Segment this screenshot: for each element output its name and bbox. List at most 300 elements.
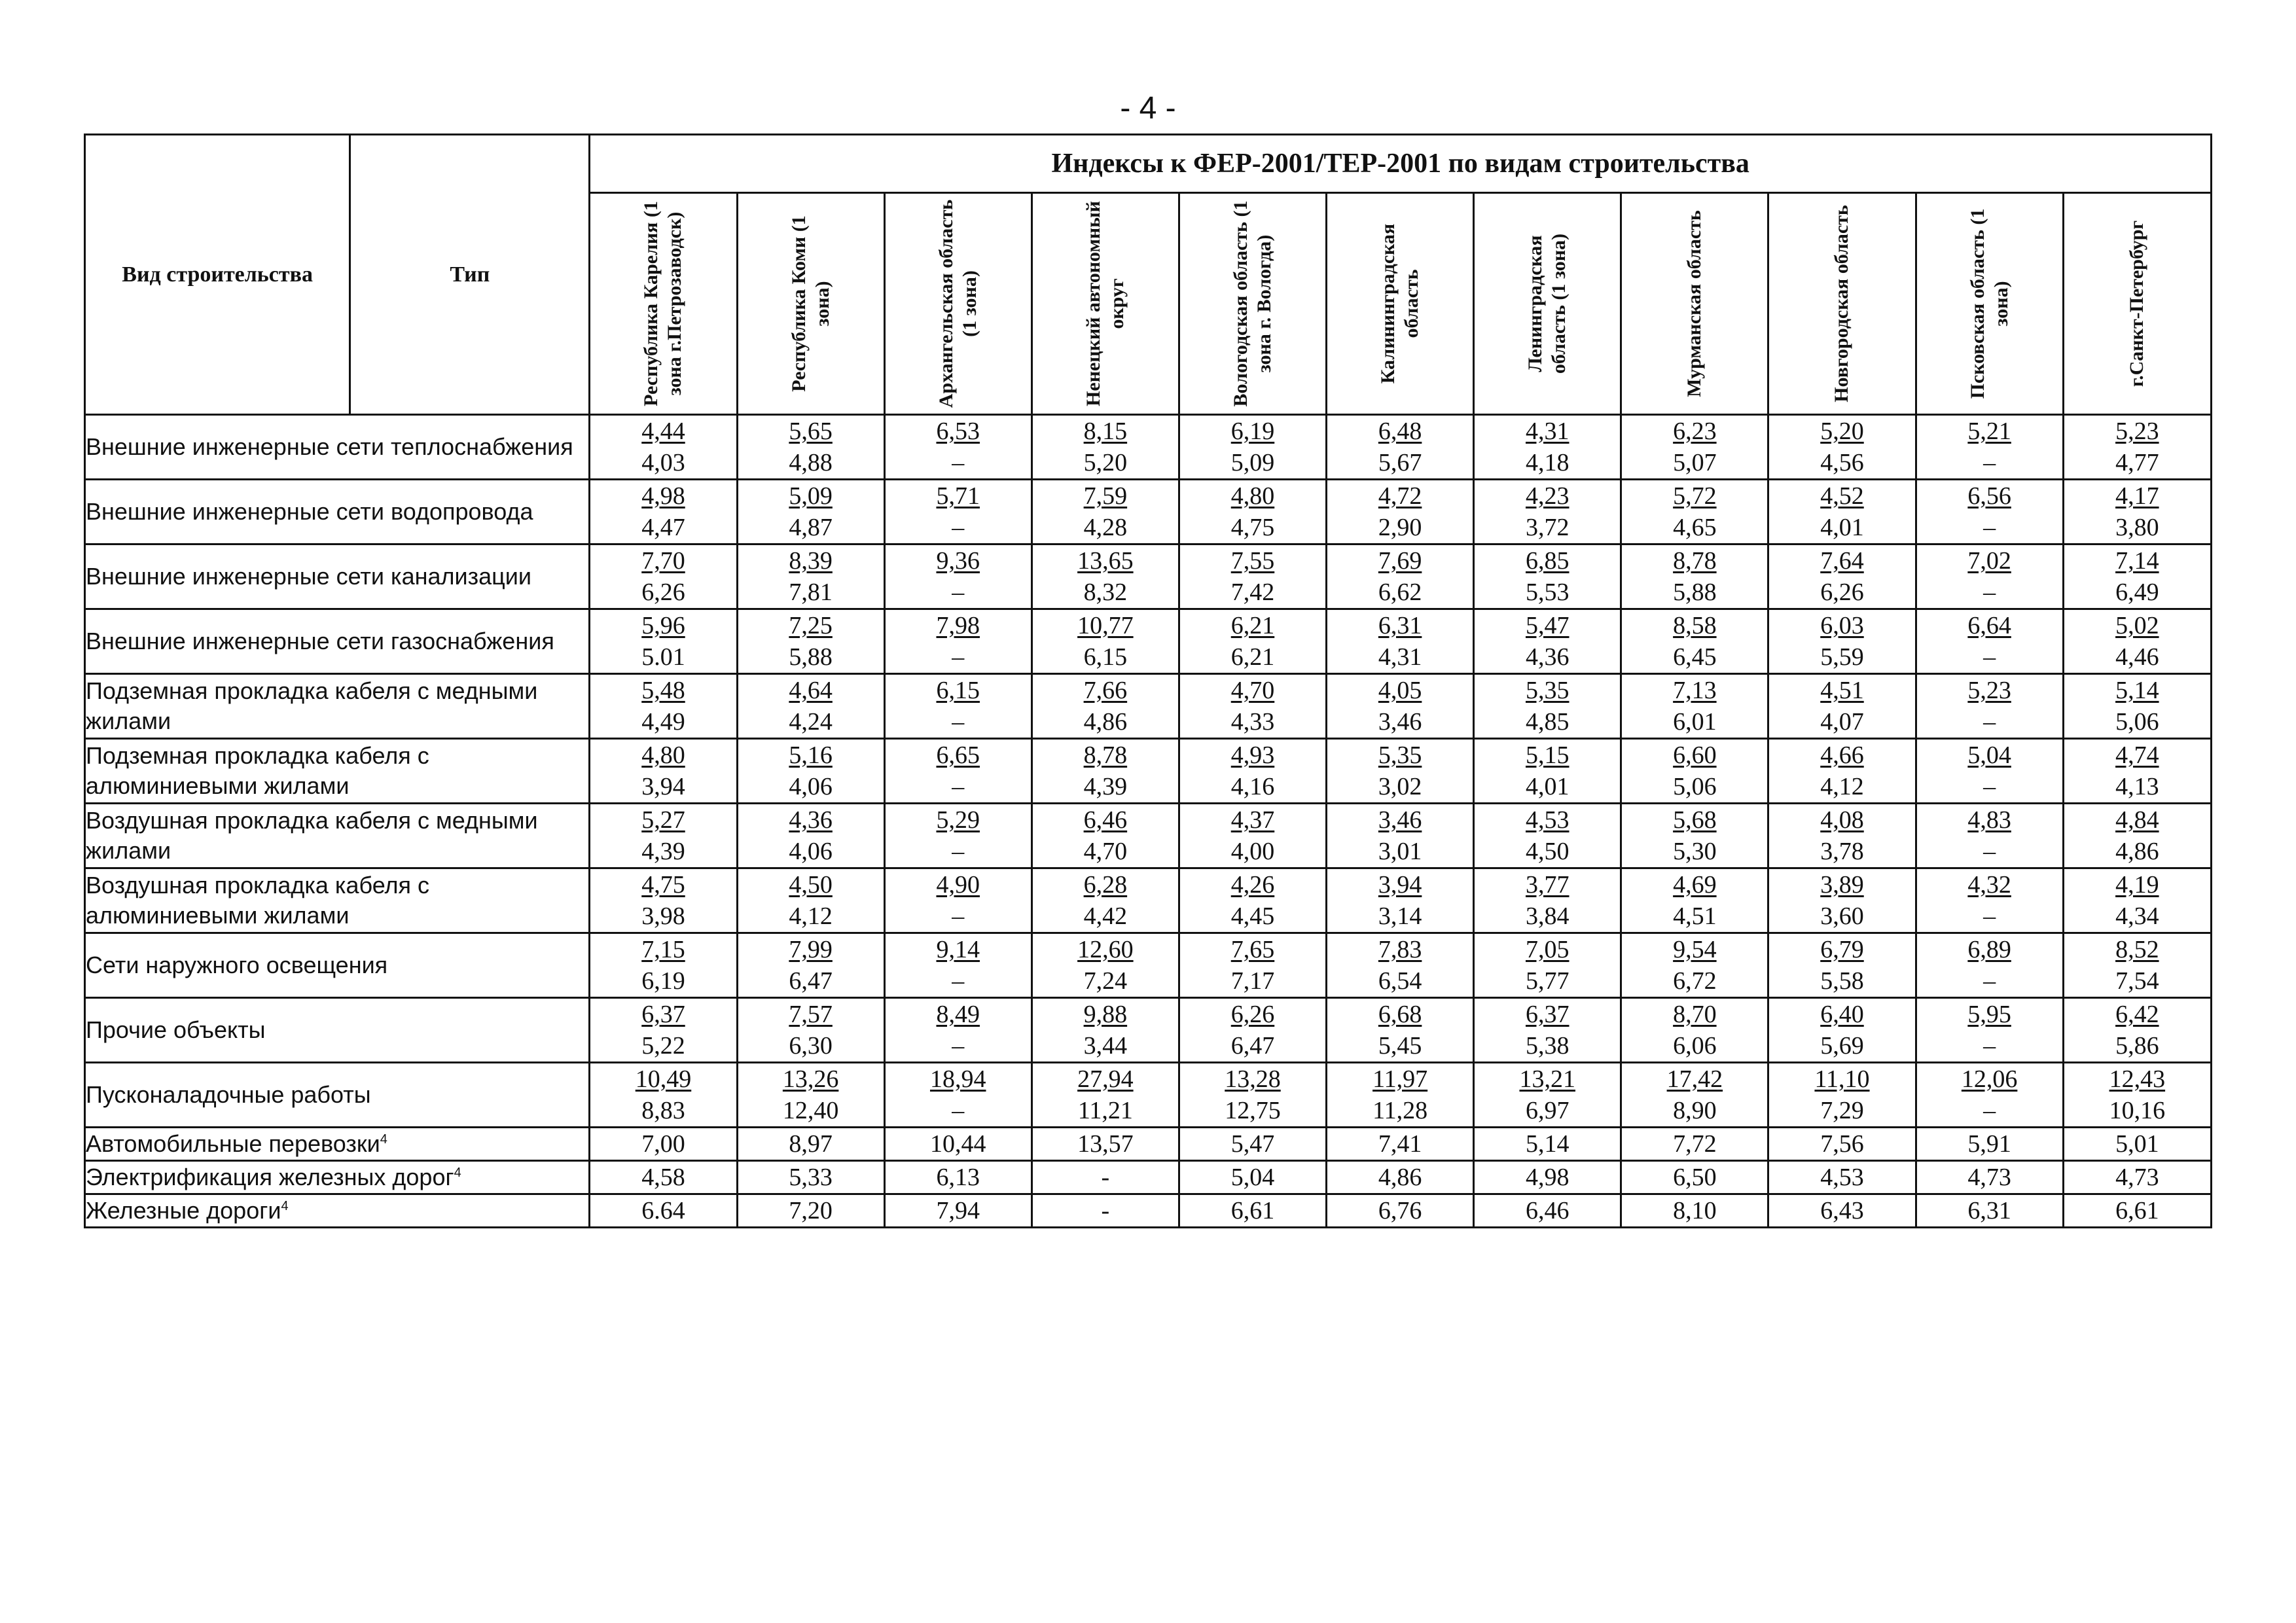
index-value-previous: 4,75 bbox=[1230, 514, 1275, 541]
index-cell bbox=[2063, 739, 2211, 804]
index-cell bbox=[590, 933, 737, 998]
index-value-current: 5,23 bbox=[1967, 677, 2011, 704]
index-value-current: 5,15 bbox=[1525, 741, 1570, 769]
index-cell bbox=[590, 1063, 737, 1128]
index-cell bbox=[884, 868, 1031, 933]
index-cell bbox=[884, 609, 1031, 674]
index-value-previous: 4,86 bbox=[1083, 708, 1128, 736]
index-value-previous: 3,46 bbox=[1378, 708, 1422, 736]
index-cell bbox=[737, 868, 884, 933]
index-cell bbox=[1768, 415, 1916, 480]
index-value-previous: 5,77 bbox=[1525, 967, 1570, 995]
index-value-current: 5,27 bbox=[641, 806, 685, 834]
table-row bbox=[85, 868, 2212, 933]
index-cell bbox=[2063, 1063, 2211, 1128]
index-value-previous: 6,21 bbox=[1230, 643, 1275, 671]
index-cell bbox=[1916, 739, 2063, 804]
index-value-previous: 3,44 bbox=[1083, 1032, 1128, 1060]
table-body bbox=[85, 415, 2212, 1228]
index-value-current: 4,84 bbox=[2115, 806, 2159, 834]
index-cell bbox=[1179, 674, 1326, 739]
index-value-previous: – bbox=[1983, 643, 1996, 671]
region-header: Архангельская область (1 зона) bbox=[884, 193, 1031, 415]
index-value-current: 6,79 bbox=[1820, 936, 1864, 963]
index-value-previous: 3,60 bbox=[1820, 902, 1864, 930]
footnote-mark: 4 bbox=[454, 1166, 461, 1180]
index-value-previous: 6,19 bbox=[641, 967, 685, 995]
index-value-previous: 4,70 bbox=[1083, 838, 1128, 865]
index-value-previous: 4,28 bbox=[1083, 514, 1128, 541]
index-cell bbox=[1768, 480, 1916, 544]
index-cell: 7,94 bbox=[884, 1194, 1031, 1228]
index-value-current: 6,60 bbox=[1673, 741, 1717, 769]
index-value-previous: 4,56 bbox=[1820, 449, 1864, 476]
index-value-current: 3,89 bbox=[1820, 871, 1864, 899]
index-value-current: 5,09 bbox=[789, 482, 833, 510]
index-cell bbox=[1474, 1063, 1621, 1128]
index-cell bbox=[737, 739, 884, 804]
index-cell bbox=[1768, 544, 1916, 609]
index-cell: 4,86 bbox=[1327, 1161, 1474, 1194]
index-value-current: 10,77 bbox=[1077, 612, 1134, 639]
index-cell bbox=[737, 415, 884, 480]
index-value-current: 5,68 bbox=[1673, 806, 1717, 834]
index-cell bbox=[884, 739, 1031, 804]
index-value-previous: – bbox=[1983, 579, 1996, 606]
index-cell bbox=[884, 674, 1031, 739]
index-cell: 7,72 bbox=[1621, 1128, 1768, 1161]
index-cell bbox=[1031, 609, 1179, 674]
index-cell bbox=[590, 739, 737, 804]
table-row bbox=[85, 415, 2212, 480]
index-value-current: 6,56 bbox=[1967, 482, 2011, 510]
index-value-previous: 4,34 bbox=[2115, 902, 2159, 930]
row-label: Прочие объекты bbox=[85, 998, 590, 1063]
index-cell bbox=[1621, 1063, 1768, 1128]
index-value-current: 4,83 bbox=[1967, 806, 2011, 834]
index-value-current: 9,88 bbox=[1083, 1001, 1128, 1028]
table-row bbox=[85, 1194, 2212, 1228]
index-cell bbox=[1768, 674, 1916, 739]
index-value-previous: 3,80 bbox=[2115, 514, 2159, 541]
index-cell bbox=[2063, 480, 2211, 544]
index-value-current: 7,25 bbox=[789, 612, 833, 639]
index-cell bbox=[1179, 933, 1326, 998]
index-cell bbox=[1916, 868, 2063, 933]
index-cell bbox=[1916, 544, 2063, 609]
index-value-current: 7,98 bbox=[936, 612, 980, 639]
index-value-current: 13,28 bbox=[1225, 1065, 1281, 1093]
index-cell bbox=[590, 415, 737, 480]
region-header: Республика Коми (1 зона) bbox=[737, 193, 884, 415]
index-cell bbox=[1916, 480, 2063, 544]
row-label-text: Железные дороги bbox=[86, 1197, 281, 1224]
index-value-previous: 5,06 bbox=[1673, 773, 1717, 800]
index-value-current: 6,21 bbox=[1230, 612, 1275, 639]
index-cell bbox=[737, 544, 884, 609]
index-cell bbox=[2063, 804, 2211, 868]
index-value-previous: – bbox=[952, 902, 965, 930]
index-cell bbox=[1474, 480, 1621, 544]
index-value-previous: 5,69 bbox=[1820, 1032, 1864, 1060]
index-value-current: 7,59 bbox=[1083, 482, 1128, 510]
index-value-previous: – bbox=[1983, 449, 1996, 476]
index-value-current: 7,83 bbox=[1378, 936, 1422, 963]
index-value-previous: 4,46 bbox=[2115, 643, 2159, 671]
index-value-previous: – bbox=[952, 967, 965, 995]
index-value-previous: 3,98 bbox=[641, 902, 685, 930]
index-value-current: 5,48 bbox=[641, 677, 685, 704]
index-value-current: 12,06 bbox=[1961, 1065, 2018, 1093]
index-value-current: 4,23 bbox=[1525, 482, 1570, 510]
index-value-previous: 3,01 bbox=[1378, 838, 1422, 865]
index-value-current: 7,13 bbox=[1673, 677, 1717, 704]
index-value-current: 13,21 bbox=[1519, 1065, 1575, 1093]
index-value-previous: 4,39 bbox=[641, 838, 685, 865]
index-value-previous: – bbox=[952, 1097, 965, 1124]
index-value-previous: 6,47 bbox=[1230, 1032, 1275, 1060]
index-cell: 4,98 bbox=[1474, 1161, 1621, 1194]
index-cell bbox=[1474, 998, 1621, 1063]
index-value-current: 6,48 bbox=[1378, 418, 1422, 445]
index-cell bbox=[1474, 868, 1621, 933]
index-value-previous: 5,86 bbox=[2115, 1032, 2159, 1060]
index-cell: 6,50 bbox=[1621, 1161, 1768, 1194]
index-cell bbox=[1327, 1063, 1474, 1128]
index-value-previous: 5,38 bbox=[1525, 1032, 1570, 1060]
index-value-previous: – bbox=[952, 708, 965, 736]
index-value-previous: 4,87 bbox=[789, 514, 833, 541]
region-header: Ненецкий автономный округ bbox=[1031, 193, 1179, 415]
index-cell bbox=[590, 868, 737, 933]
index-value-previous: 4,88 bbox=[789, 449, 833, 476]
index-value-previous: 5,59 bbox=[1820, 643, 1864, 671]
index-value-previous: 4,85 bbox=[1525, 708, 1570, 736]
index-cell: 6,61 bbox=[1179, 1194, 1326, 1228]
index-value-current: 6,68 bbox=[1378, 1001, 1422, 1028]
index-cell bbox=[1916, 609, 2063, 674]
row-label bbox=[85, 1161, 590, 1194]
index-value-previous: 4,24 bbox=[789, 708, 833, 736]
index-cell: 6,46 bbox=[1474, 1194, 1621, 1228]
row-label: Внешние инженерные сети газоснабжения bbox=[85, 609, 590, 674]
index-cell bbox=[590, 609, 737, 674]
index-cell bbox=[1474, 933, 1621, 998]
index-cell bbox=[737, 1063, 884, 1128]
table-row bbox=[85, 739, 2212, 804]
index-cell bbox=[1031, 544, 1179, 609]
index-cell bbox=[1179, 868, 1326, 933]
index-cell bbox=[590, 544, 737, 609]
index-cell bbox=[1621, 544, 1768, 609]
index-cell bbox=[1916, 998, 2063, 1063]
index-value-previous: 6,97 bbox=[1525, 1097, 1570, 1124]
index-value-current: 7,64 bbox=[1820, 547, 1864, 575]
index-value-current: 6,42 bbox=[2115, 1001, 2159, 1028]
index-cell bbox=[737, 804, 884, 868]
table-row bbox=[85, 804, 2212, 868]
index-cell bbox=[2063, 998, 2211, 1063]
index-cell bbox=[1031, 739, 1179, 804]
index-value-current: 7,65 bbox=[1230, 936, 1275, 963]
index-cell bbox=[1768, 998, 1916, 1063]
index-cell: 6,76 bbox=[1327, 1194, 1474, 1228]
index-cell bbox=[1474, 674, 1621, 739]
index-cell bbox=[590, 480, 737, 544]
index-value-current: 13,26 bbox=[782, 1065, 839, 1093]
index-value-current: 10,49 bbox=[635, 1065, 692, 1093]
index-value-current: 7,14 bbox=[2115, 547, 2159, 575]
index-value-current: 7,70 bbox=[641, 547, 685, 575]
index-cell: 5,14 bbox=[1474, 1128, 1621, 1161]
index-table bbox=[84, 134, 2212, 1228]
index-value-current: 4,72 bbox=[1378, 482, 1422, 510]
index-value-previous: 8,32 bbox=[1083, 579, 1128, 606]
index-value-previous: 8,83 bbox=[641, 1097, 685, 1124]
index-value-current: 4,75 bbox=[641, 871, 685, 899]
index-value-current: 6,03 bbox=[1820, 612, 1864, 639]
index-value-previous: 8,90 bbox=[1673, 1097, 1717, 1124]
index-value-current: 5,71 bbox=[936, 482, 980, 510]
index-value-current: 5,35 bbox=[1525, 677, 1570, 704]
index-value-current: 4,50 bbox=[789, 871, 833, 899]
index-cell bbox=[1474, 415, 1621, 480]
index-value-previous: 4,18 bbox=[1525, 449, 1570, 476]
index-cell bbox=[1031, 1063, 1179, 1128]
index-cell: 5,33 bbox=[737, 1161, 884, 1194]
index-cell bbox=[1474, 609, 1621, 674]
index-value-current: 4,70 bbox=[1230, 677, 1275, 704]
index-value-current: 5,96 bbox=[641, 612, 685, 639]
index-cell bbox=[1031, 868, 1179, 933]
index-value-previous: 5,45 bbox=[1378, 1032, 1422, 1060]
index-value-current: 7,02 bbox=[1967, 547, 2011, 575]
index-value-previous: 5,07 bbox=[1673, 449, 1717, 476]
index-value-previous: 4,33 bbox=[1230, 708, 1275, 736]
index-value-previous: – bbox=[952, 449, 965, 476]
index-cell bbox=[1327, 933, 1474, 998]
index-cell bbox=[1474, 804, 1621, 868]
index-cell bbox=[1179, 739, 1326, 804]
index-value-previous: 7,17 bbox=[1230, 967, 1275, 995]
index-value-previous: 11,21 bbox=[1077, 1097, 1133, 1124]
index-cell bbox=[590, 804, 737, 868]
index-value-current: 8,78 bbox=[1083, 741, 1128, 769]
index-value-current: 4,52 bbox=[1820, 482, 1864, 510]
table-row bbox=[85, 544, 2212, 609]
index-value-previous: 4,45 bbox=[1230, 902, 1275, 930]
index-cell: - bbox=[1031, 1161, 1179, 1194]
index-value-current: 4,36 bbox=[789, 806, 833, 834]
row-label-text: Автомобильные перевозки bbox=[86, 1130, 380, 1157]
index-cell bbox=[737, 480, 884, 544]
row-label bbox=[85, 1128, 590, 1161]
index-value-current: 9,36 bbox=[936, 547, 980, 575]
index-cell: - bbox=[1031, 1194, 1179, 1228]
index-value-previous: 6,47 bbox=[789, 967, 833, 995]
index-value-current: 8,52 bbox=[2115, 936, 2159, 963]
index-cell bbox=[2063, 544, 2211, 609]
index-cell: 8,10 bbox=[1621, 1194, 1768, 1228]
index-value-current: 4,08 bbox=[1820, 806, 1864, 834]
row-label: Сети наружного освещения bbox=[85, 933, 590, 998]
index-value-current: 18,94 bbox=[929, 1065, 986, 1093]
index-cell bbox=[2063, 933, 2211, 998]
index-value-current: 4,31 bbox=[1525, 418, 1570, 445]
index-value-previous: 3,02 bbox=[1378, 773, 1422, 800]
index-cell: 6,13 bbox=[884, 1161, 1031, 1194]
index-value-current: 8,58 bbox=[1673, 612, 1717, 639]
index-value-previous: 4,03 bbox=[641, 449, 685, 476]
index-value-current: 5,16 bbox=[789, 741, 833, 769]
index-value-previous: 4,13 bbox=[2115, 773, 2159, 800]
index-value-previous: – bbox=[1983, 967, 1996, 995]
index-cell bbox=[1916, 1063, 2063, 1128]
index-value-current: 8,78 bbox=[1673, 547, 1717, 575]
index-cell bbox=[1179, 1063, 1326, 1128]
index-value-current: 3,77 bbox=[1525, 871, 1570, 899]
index-value-current: 3,94 bbox=[1378, 871, 1422, 899]
index-cell bbox=[1327, 804, 1474, 868]
index-cell bbox=[1327, 480, 1474, 544]
index-value-previous: 4,65 bbox=[1673, 514, 1717, 541]
index-value-previous: – bbox=[1983, 1097, 1996, 1124]
index-value-previous: 4,01 bbox=[1525, 773, 1570, 800]
table-row bbox=[85, 1063, 2212, 1128]
index-cell: 7,00 bbox=[590, 1128, 737, 1161]
index-cell bbox=[2063, 609, 2211, 674]
index-value-previous: 7,24 bbox=[1083, 967, 1128, 995]
index-value-previous: 12,40 bbox=[782, 1097, 839, 1124]
index-value-current: 4,19 bbox=[2115, 871, 2159, 899]
index-value-current: 9,54 bbox=[1673, 936, 1717, 963]
index-value-previous: 6,72 bbox=[1673, 967, 1717, 995]
index-cell bbox=[884, 804, 1031, 868]
index-value-current: 9,14 bbox=[936, 936, 980, 963]
row-label: Подземная прокладка кабеля с медными жилами bbox=[85, 674, 590, 739]
index-value-previous: 5,67 bbox=[1378, 449, 1422, 476]
index-value-current: 6,15 bbox=[936, 677, 980, 704]
index-cell bbox=[1621, 609, 1768, 674]
index-value-current: 6,64 bbox=[1967, 612, 2011, 639]
index-cell bbox=[1916, 804, 2063, 868]
index-value-previous: – bbox=[1983, 514, 1996, 541]
index-cell bbox=[1474, 739, 1621, 804]
index-cell: 4,53 bbox=[1768, 1161, 1916, 1194]
index-value-previous: 4,31 bbox=[1378, 643, 1422, 671]
index-cell: 6,61 bbox=[2063, 1194, 2211, 1228]
index-cell bbox=[1179, 544, 1326, 609]
index-cell bbox=[737, 674, 884, 739]
index-value-current: 5,23 bbox=[2115, 418, 2159, 445]
index-value-current: 7,55 bbox=[1230, 547, 1275, 575]
index-cell: 13,57 bbox=[1031, 1128, 1179, 1161]
index-value-previous: 5,06 bbox=[2115, 708, 2159, 736]
index-value-current: 6,28 bbox=[1083, 871, 1128, 899]
row-label: Внешние инженерные сети водопровода bbox=[85, 480, 590, 544]
index-value-previous: 6,54 bbox=[1378, 967, 1422, 995]
index-cell bbox=[1768, 739, 1916, 804]
index-cell: 10,44 bbox=[884, 1128, 1031, 1161]
index-value-previous: 4,00 bbox=[1230, 838, 1275, 865]
index-value-current: 6,37 bbox=[1525, 1001, 1570, 1028]
index-value-current: 4,80 bbox=[1230, 482, 1275, 510]
index-cell bbox=[1179, 609, 1326, 674]
index-value-previous: 4,16 bbox=[1230, 773, 1275, 800]
table-row bbox=[85, 933, 2212, 998]
index-cell: 7,20 bbox=[737, 1194, 884, 1228]
region-header: Ленинградская область (1 зона) bbox=[1474, 193, 1621, 415]
index-cell bbox=[1768, 804, 1916, 868]
index-value-previous: 4,49 bbox=[641, 708, 685, 736]
table-row bbox=[85, 480, 2212, 544]
index-value-previous: 3,84 bbox=[1525, 902, 1570, 930]
index-cell bbox=[1768, 609, 1916, 674]
page-number: - 4 - bbox=[1120, 91, 1176, 126]
index-cell: 5,91 bbox=[1916, 1128, 2063, 1161]
index-value-current: 8,39 bbox=[789, 547, 833, 575]
index-value-current: 4,90 bbox=[936, 871, 980, 899]
row-label: Подземная прокладка кабеля с алюминиевыми жилами bbox=[85, 739, 590, 804]
index-cell: 5,47 bbox=[1179, 1128, 1326, 1161]
index-value-current: 6,37 bbox=[641, 1001, 685, 1028]
index-value-current: 5,72 bbox=[1673, 482, 1717, 510]
index-value-previous: 7,29 bbox=[1820, 1097, 1864, 1124]
index-value-previous: 6,26 bbox=[641, 579, 685, 606]
index-cell bbox=[1768, 868, 1916, 933]
index-value-previous: 12,75 bbox=[1225, 1097, 1281, 1124]
index-value-previous: 6,62 bbox=[1378, 579, 1422, 606]
index-value-previous: – bbox=[952, 579, 965, 606]
index-value-previous: 11,28 bbox=[1372, 1097, 1428, 1124]
index-cell: 6,31 bbox=[1916, 1194, 2063, 1228]
index-cell bbox=[737, 609, 884, 674]
index-cell bbox=[1327, 739, 1474, 804]
index-value-current: 4,80 bbox=[641, 741, 685, 769]
index-value-previous: 6,06 bbox=[1673, 1032, 1717, 1060]
index-value-current: 5,29 bbox=[936, 806, 980, 834]
index-value-current: 4,69 bbox=[1673, 871, 1717, 899]
index-value-previous: 5,30 bbox=[1673, 838, 1717, 865]
row-label-text: Электрификация железных дорог bbox=[86, 1164, 454, 1190]
index-value-previous: 6,01 bbox=[1673, 708, 1717, 736]
index-value-previous: – bbox=[952, 838, 965, 865]
index-value-current: 5,14 bbox=[2115, 677, 2159, 704]
index-value-current: 6,46 bbox=[1083, 806, 1128, 834]
index-cell bbox=[1916, 674, 2063, 739]
index-cell bbox=[1179, 480, 1326, 544]
index-value-previous: 5,22 bbox=[641, 1032, 685, 1060]
index-cell bbox=[1621, 933, 1768, 998]
index-value-current: 8,15 bbox=[1083, 418, 1128, 445]
index-cell: 7,56 bbox=[1768, 1128, 1916, 1161]
region-header: Мурманская область bbox=[1621, 193, 1768, 415]
index-value-previous: 4,12 bbox=[789, 902, 833, 930]
row-label: Внешние инженерные сети канализации bbox=[85, 544, 590, 609]
index-value-previous: – bbox=[1983, 838, 1996, 865]
index-value-current: 5,20 bbox=[1820, 418, 1864, 445]
index-cell bbox=[884, 415, 1031, 480]
index-value-previous: 4,39 bbox=[1083, 773, 1128, 800]
index-cell bbox=[1327, 544, 1474, 609]
index-value-previous: – bbox=[1983, 708, 1996, 736]
index-cell bbox=[1031, 480, 1179, 544]
index-cell bbox=[1031, 674, 1179, 739]
index-value-previous: – bbox=[952, 514, 965, 541]
index-value-previous: – bbox=[1983, 1032, 1996, 1060]
index-value-current: 4,37 bbox=[1230, 806, 1275, 834]
index-value-current: 5,04 bbox=[1967, 741, 2011, 769]
